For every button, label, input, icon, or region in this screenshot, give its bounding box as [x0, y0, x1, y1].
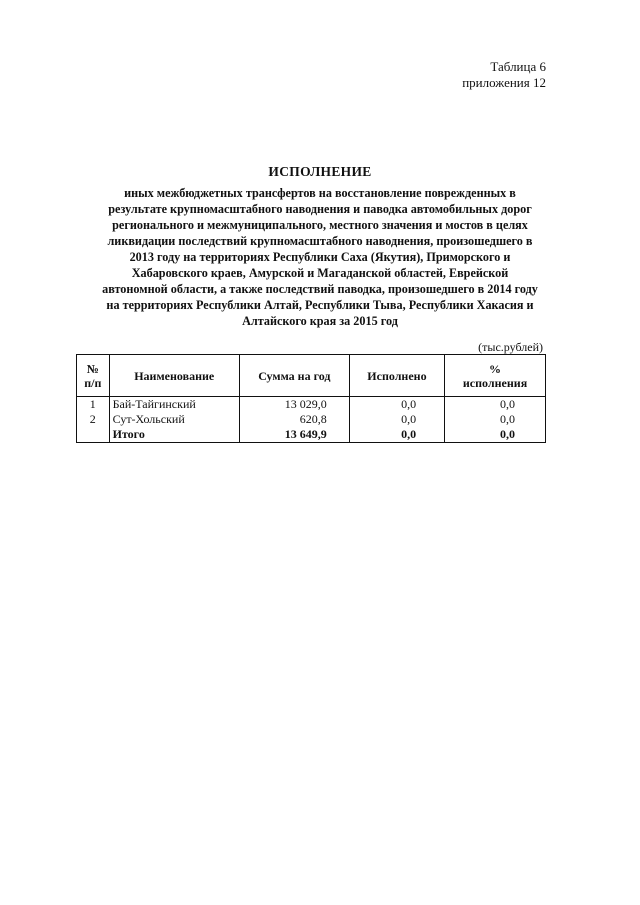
header-pct: [445, 355, 546, 397]
total-sum: 13 649,9: [239, 427, 349, 443]
row-sum: 620,8: [239, 412, 349, 427]
units-label: (тыс.рублей): [478, 340, 543, 354]
row-num: 2: [77, 412, 110, 427]
header-num: [77, 355, 110, 397]
subtitle-line: автономной области, а также последствий паводка, произошедшего в 2014 году: [102, 282, 538, 296]
appendix-number: приложения 12: [462, 75, 546, 90]
subtitle-line: Алтайского края за 2015 год: [242, 314, 398, 328]
subtitle-line: на территориях Республики Алтай, Республики Тыва, Республики Хакасия и: [106, 298, 534, 312]
row-done: 0,0: [349, 397, 444, 413]
table-header-row: [77, 355, 546, 397]
row-pct: 0,0: [445, 412, 546, 427]
document-subtitle: [80, 185, 560, 329]
header-done: Исполнено: [349, 355, 444, 397]
header-num-label: п/п: [84, 375, 102, 390]
row-done: 0,0: [349, 412, 444, 427]
subtitle-line: Хабаровского краев, Амурской и Магаданской областей, Еврейской: [131, 266, 509, 280]
header-name: Наименование: [109, 355, 239, 397]
total-name: Итого: [109, 427, 239, 443]
subtitle-line: регионального и межмуниципального, местного значения и мостов в целях: [112, 218, 528, 232]
header-pct-label: исполнения: [462, 375, 528, 390]
subtitle-line: 2013 году на территориях Республики Саха (Якутия), Приморского и: [129, 250, 511, 264]
total-row: [77, 427, 546, 443]
table-row: [77, 412, 546, 427]
execution-table: [76, 354, 546, 443]
table-reference: [462, 59, 546, 91]
header-pct-symbol: %: [489, 361, 502, 376]
total-pct: 0,0: [445, 427, 546, 443]
header-num-symbol: №: [86, 361, 99, 376]
total-done: 0,0: [349, 427, 444, 443]
header-sum: Сумма на год: [239, 355, 349, 397]
total-num: [77, 427, 110, 443]
row-pct: 0,0: [445, 397, 546, 413]
subtitle-line: результате крупномасштабного наводнения и паводка автомобильных дорог: [108, 202, 532, 216]
row-sum: 13 029,0: [239, 397, 349, 413]
table-number: Таблица 6: [490, 59, 546, 74]
subtitle-line: ликвидации последствий крупномасштабного наводнения, произошедшего в: [107, 234, 533, 248]
row-num: 1: [77, 397, 110, 413]
row-name: Бай-Тайгинский: [109, 397, 239, 413]
document-title: ИСПОЛНЕНИЕ: [268, 164, 372, 179]
table-row: [77, 397, 546, 413]
subtitle-line: иных межбюджетных трансфертов на восстановление поврежденных в: [124, 186, 516, 200]
row-name: Сут-Хольский: [109, 412, 239, 427]
